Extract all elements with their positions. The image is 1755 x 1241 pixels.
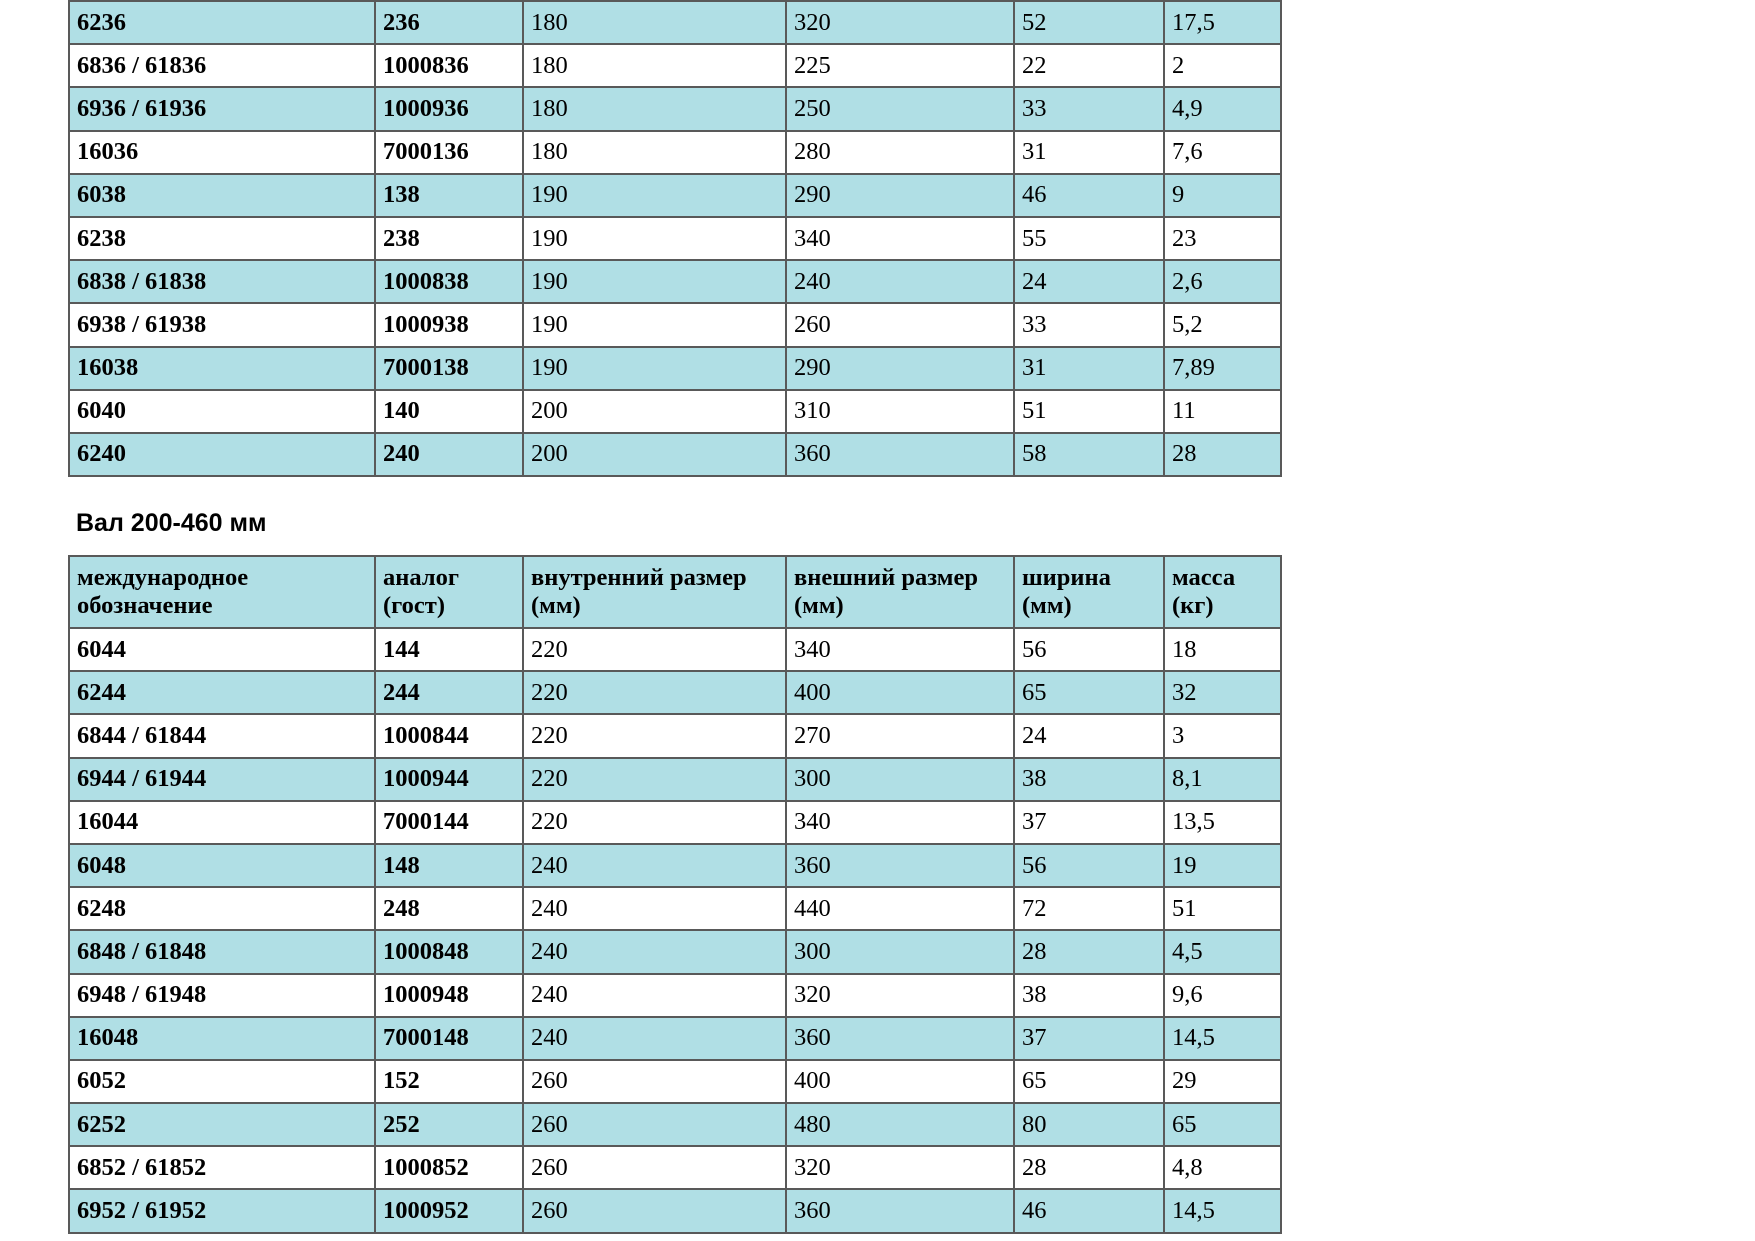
cell-outer-size: 290	[786, 174, 1014, 217]
table-row	[69, 671, 1281, 714]
cell-outer-size: 360	[786, 1189, 1014, 1232]
table-row	[69, 303, 1281, 346]
header-label: ширина	[1022, 564, 1111, 591]
cell-width: 37	[1014, 1017, 1164, 1060]
cell-mass: 4,5	[1164, 930, 1281, 973]
cell-outer-size: 280	[786, 131, 1014, 174]
cell-outer-size: 400	[786, 1060, 1014, 1103]
cell-gost-analog: 244	[375, 671, 523, 714]
cell-mass: 7,6	[1164, 131, 1281, 174]
table-row	[69, 1060, 1281, 1103]
cell-width: 56	[1014, 628, 1164, 671]
cell-width: 31	[1014, 131, 1164, 174]
cell-width: 65	[1014, 671, 1164, 714]
header-label: обозначение	[77, 592, 213, 619]
table-row	[69, 758, 1281, 801]
table-row	[69, 1146, 1281, 1189]
cell-inner-size: 260	[523, 1060, 786, 1103]
cell-international-designation: 6048	[69, 844, 375, 887]
header-mass	[1164, 556, 1281, 628]
cell-international-designation: 6244	[69, 671, 375, 714]
cell-outer-size: 250	[786, 87, 1014, 130]
cell-width: 55	[1014, 217, 1164, 260]
cell-mass: 3	[1164, 714, 1281, 757]
header-label: международное	[77, 564, 249, 591]
cell-width: 72	[1014, 887, 1164, 930]
cell-mass: 9,6	[1164, 974, 1281, 1017]
cell-inner-size: 220	[523, 714, 786, 757]
header-label: (мм)	[531, 592, 581, 619]
cell-outer-size: 320	[786, 1, 1014, 44]
cell-international-designation: 6948 / 61948	[69, 974, 375, 1017]
cell-international-designation: 6938 / 61938	[69, 303, 375, 346]
table-row	[69, 887, 1281, 930]
cell-international-designation: 6836 / 61836	[69, 44, 375, 87]
header-width	[1014, 556, 1164, 628]
cell-inner-size: 220	[523, 758, 786, 801]
cell-mass: 13,5	[1164, 801, 1281, 844]
table-row	[69, 44, 1281, 87]
cell-gost-analog: 1000938	[375, 303, 523, 346]
cell-mass: 51	[1164, 887, 1281, 930]
cell-gost-analog: 138	[375, 174, 523, 217]
cell-gost-analog: 240	[375, 433, 523, 476]
header-label: аналог	[383, 564, 459, 591]
cell-width: 38	[1014, 974, 1164, 1017]
cell-outer-size: 320	[786, 1146, 1014, 1189]
cell-inner-size: 240	[523, 887, 786, 930]
cell-mass: 9	[1164, 174, 1281, 217]
table-row	[69, 433, 1281, 476]
cell-width: 24	[1014, 260, 1164, 303]
cell-width: 80	[1014, 1103, 1164, 1146]
header-label: масса	[1172, 564, 1236, 591]
cell-width: 51	[1014, 390, 1164, 433]
cell-outer-size: 360	[786, 844, 1014, 887]
table-row	[69, 930, 1281, 973]
cell-international-designation: 6252	[69, 1103, 375, 1146]
cell-inner-size: 190	[523, 174, 786, 217]
cell-international-designation: 6240	[69, 433, 375, 476]
cell-inner-size: 240	[523, 974, 786, 1017]
cell-width: 24	[1014, 714, 1164, 757]
cell-mass: 5,2	[1164, 303, 1281, 346]
cell-gost-analog: 1000836	[375, 44, 523, 87]
cell-inner-size: 260	[523, 1189, 786, 1232]
cell-gost-analog: 1000838	[375, 260, 523, 303]
cell-outer-size: 225	[786, 44, 1014, 87]
cell-width: 58	[1014, 433, 1164, 476]
table-row	[69, 174, 1281, 217]
cell-width: 33	[1014, 303, 1164, 346]
cell-inner-size: 180	[523, 131, 786, 174]
cell-international-designation: 6838 / 61838	[69, 260, 375, 303]
cell-international-designation: 6236	[69, 1, 375, 44]
table-row	[69, 1, 1281, 44]
cell-outer-size: 340	[786, 217, 1014, 260]
cell-outer-size: 290	[786, 347, 1014, 390]
bearing-table-top	[68, 0, 1282, 477]
cell-inner-size: 190	[523, 303, 786, 346]
cell-width: 22	[1014, 44, 1164, 87]
cell-mass: 18	[1164, 628, 1281, 671]
cell-width: 31	[1014, 347, 1164, 390]
cell-gost-analog: 7000148	[375, 1017, 523, 1060]
cell-outer-size: 310	[786, 390, 1014, 433]
cell-mass: 14,5	[1164, 1017, 1281, 1060]
cell-outer-size: 340	[786, 801, 1014, 844]
table-row	[69, 87, 1281, 130]
cell-gost-analog: 152	[375, 1060, 523, 1103]
table-row	[69, 347, 1281, 390]
table-row	[69, 628, 1281, 671]
cell-mass: 65	[1164, 1103, 1281, 1146]
table-row	[69, 131, 1281, 174]
cell-gost-analog: 7000144	[375, 801, 523, 844]
cell-gost-analog: 236	[375, 1, 523, 44]
cell-gost-analog: 1000844	[375, 714, 523, 757]
cell-gost-analog: 1000948	[375, 974, 523, 1017]
cell-international-designation: 16048	[69, 1017, 375, 1060]
cell-width: 65	[1014, 1060, 1164, 1103]
cell-gost-analog: 1000848	[375, 930, 523, 973]
cell-mass: 19	[1164, 844, 1281, 887]
cell-outer-size: 320	[786, 974, 1014, 1017]
cell-gost-analog: 1000952	[375, 1189, 523, 1232]
cell-inner-size: 180	[523, 1, 786, 44]
cell-inner-size: 260	[523, 1146, 786, 1189]
cell-outer-size: 440	[786, 887, 1014, 930]
cell-international-designation: 16036	[69, 131, 375, 174]
header-label: (мм)	[1022, 592, 1072, 619]
cell-width: 33	[1014, 87, 1164, 130]
cell-international-designation: 6052	[69, 1060, 375, 1103]
cell-inner-size: 240	[523, 844, 786, 887]
table-row	[69, 1103, 1281, 1146]
cell-international-designation: 6944 / 61944	[69, 758, 375, 801]
header-label: (кг)	[1172, 592, 1214, 619]
cell-gost-analog: 238	[375, 217, 523, 260]
cell-gost-analog: 7000138	[375, 347, 523, 390]
cell-outer-size: 480	[786, 1103, 1014, 1146]
cell-international-designation: 6248	[69, 887, 375, 930]
cell-international-designation: 6852 / 61852	[69, 1146, 375, 1189]
cell-international-designation: 6936 / 61936	[69, 87, 375, 130]
cell-inner-size: 200	[523, 390, 786, 433]
cell-gost-analog: 248	[375, 887, 523, 930]
cell-gost-analog: 7000136	[375, 131, 523, 174]
header-inner-size	[523, 556, 786, 628]
cell-outer-size: 300	[786, 758, 1014, 801]
cell-international-designation: 6040	[69, 390, 375, 433]
cell-international-designation: 6038	[69, 174, 375, 217]
cell-mass: 7,89	[1164, 347, 1281, 390]
cell-outer-size: 400	[786, 671, 1014, 714]
header-gost-analog	[375, 556, 523, 628]
cell-width: 28	[1014, 930, 1164, 973]
cell-mass: 2	[1164, 44, 1281, 87]
cell-inner-size: 190	[523, 260, 786, 303]
cell-width: 38	[1014, 758, 1164, 801]
bearing-table-bottom-body	[69, 628, 1281, 1233]
table-row	[69, 714, 1281, 757]
cell-mass: 4,9	[1164, 87, 1281, 130]
table-row	[69, 1017, 1281, 1060]
cell-inner-size: 220	[523, 671, 786, 714]
cell-width: 46	[1014, 174, 1164, 217]
header-label: внешний размер	[794, 564, 978, 591]
table-header-row	[69, 556, 1281, 628]
cell-international-designation: 6952 / 61952	[69, 1189, 375, 1232]
header-outer-size	[786, 556, 1014, 628]
cell-width: 52	[1014, 1, 1164, 44]
cell-outer-size: 260	[786, 303, 1014, 346]
cell-gost-analog: 252	[375, 1103, 523, 1146]
cell-mass: 32	[1164, 671, 1281, 714]
header-label: внутренний размер	[531, 564, 747, 591]
cell-international-designation: 6844 / 61844	[69, 714, 375, 757]
cell-international-designation: 6044	[69, 628, 375, 671]
cell-gost-analog: 140	[375, 390, 523, 433]
table-row	[69, 974, 1281, 1017]
table-row	[69, 217, 1281, 260]
cell-mass: 4,8	[1164, 1146, 1281, 1189]
cell-inner-size: 180	[523, 44, 786, 87]
cell-mass: 29	[1164, 1060, 1281, 1103]
cell-width: 37	[1014, 801, 1164, 844]
bearing-table-top-body	[69, 1, 1281, 476]
cell-outer-size: 270	[786, 714, 1014, 757]
cell-mass: 17,5	[1164, 1, 1281, 44]
cell-inner-size: 240	[523, 1017, 786, 1060]
cell-gost-analog: 1000852	[375, 1146, 523, 1189]
cell-inner-size: 220	[523, 628, 786, 671]
cell-mass: 14,5	[1164, 1189, 1281, 1232]
cell-international-designation: 16044	[69, 801, 375, 844]
header-label: (мм)	[794, 592, 844, 619]
cell-outer-size: 360	[786, 433, 1014, 476]
cell-inner-size: 200	[523, 433, 786, 476]
cell-gost-analog: 1000944	[375, 758, 523, 801]
cell-outer-size: 360	[786, 1017, 1014, 1060]
cell-mass: 28	[1164, 433, 1281, 476]
cell-outer-size: 340	[786, 628, 1014, 671]
cell-width: 28	[1014, 1146, 1164, 1189]
cell-gost-analog: 144	[375, 628, 523, 671]
header-international-designation	[69, 556, 375, 628]
cell-mass: 23	[1164, 217, 1281, 260]
section-title: Вал 200-460 мм	[76, 509, 267, 537]
cell-gost-analog: 1000936	[375, 87, 523, 130]
cell-width: 56	[1014, 844, 1164, 887]
bearing-table-bottom	[68, 555, 1282, 1234]
cell-outer-size: 300	[786, 930, 1014, 973]
cell-inner-size: 220	[523, 801, 786, 844]
cell-international-designation: 6848 / 61848	[69, 930, 375, 973]
cell-inner-size: 190	[523, 347, 786, 390]
cell-inner-size: 190	[523, 217, 786, 260]
cell-mass: 2,6	[1164, 260, 1281, 303]
cell-mass: 11	[1164, 390, 1281, 433]
cell-inner-size: 260	[523, 1103, 786, 1146]
cell-inner-size: 240	[523, 930, 786, 973]
table-row	[69, 801, 1281, 844]
cell-gost-analog: 148	[375, 844, 523, 887]
cell-inner-size: 180	[523, 87, 786, 130]
cell-international-designation: 16038	[69, 347, 375, 390]
cell-outer-size: 240	[786, 260, 1014, 303]
cell-width: 46	[1014, 1189, 1164, 1232]
table-row	[69, 390, 1281, 433]
header-label: (гост)	[383, 592, 445, 619]
cell-mass: 8,1	[1164, 758, 1281, 801]
table-row	[69, 844, 1281, 887]
table-row	[69, 1189, 1281, 1232]
table-row	[69, 260, 1281, 303]
cell-international-designation: 6238	[69, 217, 375, 260]
